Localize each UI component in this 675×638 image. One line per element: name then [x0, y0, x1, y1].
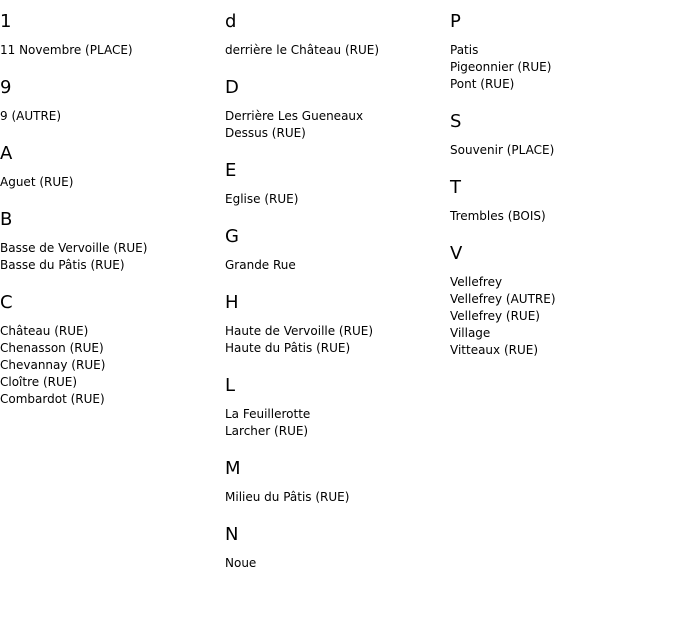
street-list [225, 489, 450, 506]
index-column [225, 12, 450, 591]
letter-heading: G [225, 226, 239, 247]
letter-group [0, 210, 225, 274]
letter-group [225, 293, 450, 357]
letter-group [225, 376, 450, 440]
street-link[interactable]: Pigeonnier (RUE) [450, 60, 552, 74]
letter-heading: V [450, 243, 463, 264]
street-link[interactable]: Vellefrey [450, 275, 503, 289]
street-list [0, 240, 225, 274]
letter-heading: S [450, 111, 462, 132]
letter-group [225, 12, 450, 59]
street-list [0, 108, 225, 125]
index-column [450, 12, 675, 378]
street-link[interactable]: Pont (RUE) [450, 77, 515, 91]
street-list [225, 257, 450, 274]
street-list [450, 274, 675, 359]
letter-heading: C [0, 292, 13, 313]
letter-heading: A [0, 143, 13, 164]
street-link[interactable]: Souvenir (PLACE) [450, 143, 555, 157]
letter-heading: T [450, 177, 461, 198]
street-link[interactable]: Chenasson (RUE) [0, 341, 104, 355]
letter-heading: 9 [0, 77, 12, 98]
letter-group [225, 161, 450, 208]
street-link[interactable]: Village [450, 326, 491, 340]
street-list [225, 323, 450, 357]
street-link[interactable]: Dessus (RUE) [225, 126, 306, 140]
index-column [0, 12, 225, 427]
letter-group [450, 12, 675, 93]
street-list [225, 42, 450, 59]
street-link[interactable]: Basse du Pâtis (RUE) [0, 258, 125, 272]
street-list [0, 323, 225, 408]
street-link[interactable]: Cloître (RUE) [0, 375, 78, 389]
letter-group [225, 78, 450, 142]
street-link[interactable]: Château (RUE) [0, 324, 89, 338]
street-link[interactable]: Grande Rue [225, 258, 296, 272]
street-list [225, 555, 450, 572]
letter-group [225, 459, 450, 506]
letter-group [225, 227, 450, 274]
letter-heading: L [225, 375, 236, 396]
letter-heading: P [450, 11, 461, 32]
street-link[interactable]: Trembles (BOIS) [450, 209, 546, 223]
letter-heading: M [225, 458, 241, 479]
street-link[interactable]: Larcher (RUE) [225, 424, 309, 438]
letter-group [450, 244, 675, 359]
letter-heading: B [0, 209, 13, 230]
street-link[interactable]: 11 Novembre (PLACE) [0, 43, 133, 57]
street-link[interactable]: Derrière Les Gueneaux [225, 109, 364, 123]
street-list [0, 42, 225, 59]
letter-group [0, 78, 225, 125]
letter-group [225, 525, 450, 572]
street-link[interactable]: Basse de Vervoille (RUE) [0, 241, 148, 255]
street-list [225, 191, 450, 208]
letter-heading: N [225, 524, 239, 545]
street-link[interactable]: Haute de Vervoille (RUE) [225, 324, 374, 338]
letter-heading: 1 [0, 11, 12, 32]
street-link[interactable]: Aguet (RUE) [0, 175, 74, 189]
street-list [450, 142, 675, 159]
street-list [0, 174, 225, 191]
street-link[interactable]: Vitteaux (RUE) [450, 343, 539, 357]
street-list [225, 108, 450, 142]
street-list [225, 406, 450, 440]
street-link[interactable]: La Feuillerotte [225, 407, 311, 421]
street-link[interactable]: Chevannay (RUE) [0, 358, 106, 372]
street-link[interactable]: Combardot (RUE) [0, 392, 105, 406]
letter-heading: H [225, 292, 239, 313]
letter-heading: D [225, 77, 239, 98]
street-link[interactable]: Milieu du Pâtis (RUE) [225, 490, 350, 504]
letter-group [0, 293, 225, 408]
street-link[interactable]: Eglise (RUE) [225, 192, 299, 206]
street-list [450, 208, 675, 225]
street-list [450, 42, 675, 93]
letter-group [0, 12, 225, 59]
street-link[interactable]: Patis [450, 43, 479, 57]
street-link[interactable]: 9 (AUTRE) [0, 109, 62, 123]
street-link[interactable]: Vellefrey (AUTRE) [450, 292, 556, 306]
letter-heading: d [225, 11, 237, 32]
street-link[interactable]: Haute du Pâtis (RUE) [225, 341, 351, 355]
letter-group [450, 178, 675, 225]
street-link[interactable]: Noue [225, 556, 257, 570]
street-link[interactable]: derrière le Château (RUE) [225, 43, 380, 57]
street-link[interactable]: Vellefrey (RUE) [450, 309, 540, 323]
letter-group [0, 144, 225, 191]
letter-group [450, 112, 675, 159]
letter-heading: E [225, 160, 237, 181]
